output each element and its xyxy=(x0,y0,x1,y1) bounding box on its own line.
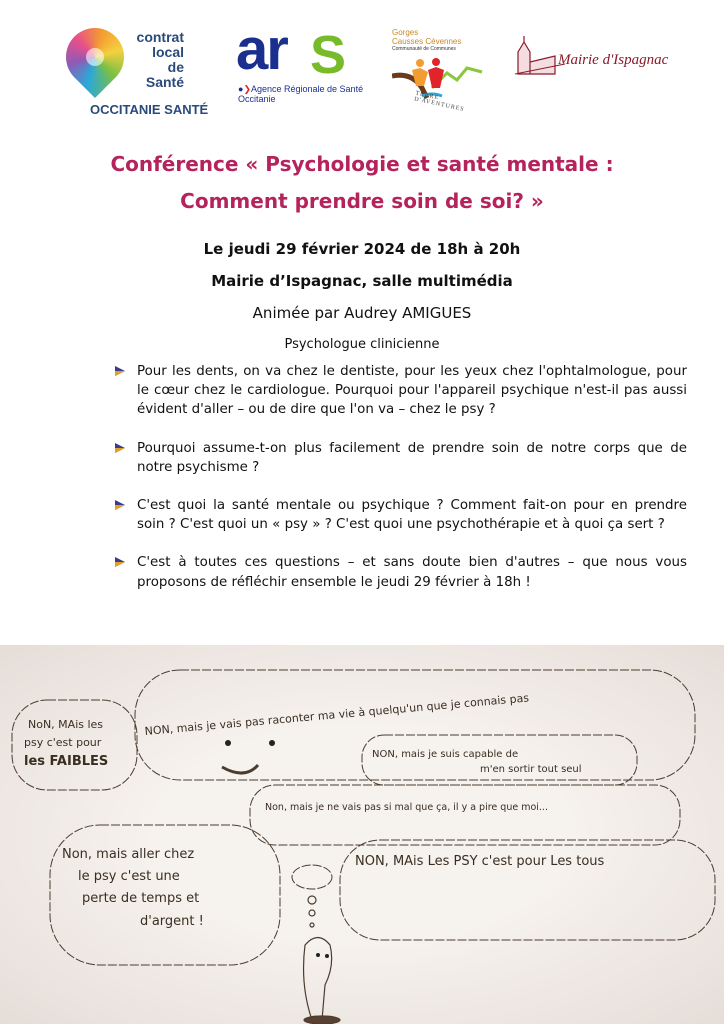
list-item xyxy=(112,553,687,591)
gorges-causses-cevennes-logo xyxy=(392,28,487,116)
logo-text: Gorges xyxy=(392,28,419,37)
ars-logo: ar S ●❯Agence Régionale de Santé Occitanie xyxy=(236,17,364,104)
bubble-text: NON, mais je vais pas raconter ma vie à quelqu'un que je connais pas xyxy=(144,691,530,738)
list-item xyxy=(112,362,687,420)
mairie-ispagnac-logo xyxy=(510,34,680,84)
bubble-text: d'argent ! xyxy=(140,914,204,929)
bubble xyxy=(292,865,332,889)
bubble-text: les FAIBLES xyxy=(24,754,109,769)
list-item xyxy=(112,496,687,534)
logo-text: Mairie d'Ispagnac xyxy=(558,52,669,68)
bubble-text: NON, mais je suis capable de xyxy=(372,749,519,760)
list-item xyxy=(112,439,687,477)
host-role: Psychologue clinicienne xyxy=(284,337,440,352)
bubble xyxy=(362,735,637,785)
bullet-text: Pour les dents, on va chez le dentiste, pour les yeux chez l'ophtalmologue, pour le cœur chez le cardiologue. Pourquoi pour l'appareil psychique n'est-il pas aussi évident d'aller – ou de dire que l'on va – chez le psy ? xyxy=(137,364,687,418)
logo-text: TERRE D'AVENTURES xyxy=(413,90,465,113)
bullet-arrow-icon xyxy=(115,443,125,453)
map-pin-icon xyxy=(54,16,136,98)
bubble-text: NON, MAis Les PSY c'est pour Les tous xyxy=(355,854,605,869)
drawing xyxy=(0,645,724,1024)
bullet-text: C'est quoi la santé mentale ou psychique ? Comment fait-on pour en prendre soin ? C'est quoi un « psy » ? C'est quoi une psychothérapie et à quoi ça sert ? xyxy=(137,498,687,533)
logo-text: local xyxy=(152,44,184,60)
thought-bubbles-illustration xyxy=(0,645,724,1024)
title-line: Comment prendre soin de soi? » xyxy=(180,189,544,213)
character xyxy=(304,938,332,1021)
logo-text: Agence Régionale de Santé xyxy=(250,84,364,94)
logo-text: OCCITANIE SANTÉ xyxy=(90,102,209,117)
logo-text: contrat xyxy=(136,29,184,45)
partner-logos xyxy=(0,17,724,117)
question-list xyxy=(112,362,687,611)
event-date: Le jeudi 29 février 2024 de 18h à 20h xyxy=(203,240,521,258)
bubble-text: NoN, MAis les xyxy=(28,718,104,731)
bullet-arrow-icon xyxy=(115,366,125,376)
logo-text: de Santé xyxy=(145,59,184,90)
bubble-text: Non, mais je ne vais pas si mal que ça, il y a pire que moi... xyxy=(265,802,548,813)
bullet-arrow-icon xyxy=(115,557,125,567)
page-title xyxy=(0,146,724,220)
logo-text: S xyxy=(310,25,347,85)
bubble-text: le psy c'est une xyxy=(78,869,180,884)
bubble-text: m'en sortir tout seul xyxy=(480,764,582,775)
title-line: Conférence « Psychologie et santé mentale : xyxy=(110,152,614,176)
logo-text: Communauté de Communes xyxy=(392,46,456,52)
contrat-local-sante-logo xyxy=(64,28,209,118)
event-location: Mairie d’Ispagnac, salle multimédia xyxy=(211,272,513,290)
bubble-text: psy c'est pour xyxy=(24,736,102,749)
logo-text: ar xyxy=(236,17,287,82)
bubble xyxy=(250,785,680,845)
bubble-text: perte de temps et xyxy=(82,891,200,906)
bullet-text: C'est à toutes ces questions – et sans doute bien d'autres – que nous vous proposons de réfléchir ensemble le jeudi 29 février à 18h ! xyxy=(137,555,687,590)
event-host: Animée par Audrey AMIGUES xyxy=(252,304,472,322)
bullet-text: Pourquoi assume-t-on plus facilement de prendre soin de notre corps que de notre psychisme ? xyxy=(137,440,687,475)
logo-text: Occitanie xyxy=(238,94,276,104)
logo-text: Causses Cévennes xyxy=(392,37,462,46)
bullet-arrow-icon xyxy=(115,500,125,510)
bubble-text: Non, mais aller chez xyxy=(62,847,195,862)
